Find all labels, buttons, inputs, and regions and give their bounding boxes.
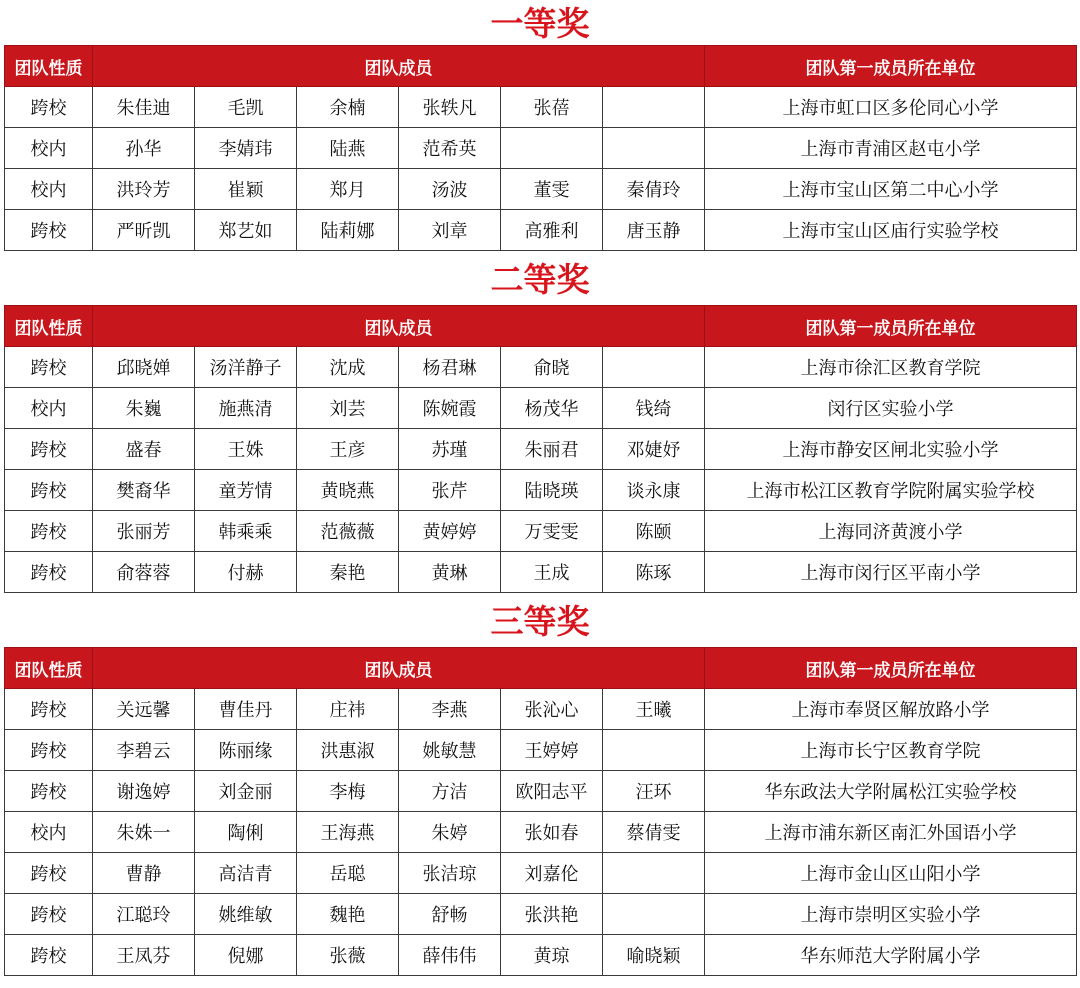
table-row [5,730,1077,771]
member: 朱丽君 [501,429,603,470]
member: 姚维敏 [195,894,297,935]
member: 刘金丽 [195,771,297,812]
member: 张洁琼 [399,853,501,894]
member: 蔡倩雯 [603,812,705,853]
member: 江聪玲 [93,894,195,935]
unit: 上海市浦东新区南汇外国语小学 [705,812,1077,853]
member: 董雯 [501,169,603,210]
member: 张洪艳 [501,894,603,935]
member: 俞蓉蓉 [93,552,195,593]
member: 张薇 [297,935,399,976]
member: 俞晓 [501,347,603,388]
unit: 上海市长宁区教育学院 [705,730,1077,771]
member: 陈颐 [603,511,705,552]
header-team-members: 团队成员 [93,648,705,689]
member: 朱婷 [399,812,501,853]
member: 张沁心 [501,689,603,730]
member: 毛凯 [195,87,297,128]
member: 余楠 [297,87,399,128]
table-row [5,853,1077,894]
table-header-row [5,306,1077,347]
header-team-members: 团队成员 [93,306,705,347]
member: 范薇薇 [297,511,399,552]
member: 洪玲芳 [93,169,195,210]
member: 张轶凡 [399,87,501,128]
header-unit: 团队第一成员所在单位 [705,648,1077,689]
member: 陆莉娜 [297,210,399,251]
team-type: 跨校 [5,853,93,894]
member [603,853,705,894]
member: 朱巍 [93,388,195,429]
table-row [5,169,1077,210]
member: 李婧玮 [195,128,297,169]
member: 魏艳 [297,894,399,935]
unit: 华东师范大学附属小学 [705,935,1077,976]
member: 施燕清 [195,388,297,429]
member: 黄琳 [399,552,501,593]
member: 王海燕 [297,812,399,853]
member: 张丽芳 [93,511,195,552]
member: 姚敏慧 [399,730,501,771]
member: 高雅利 [501,210,603,251]
member: 秦艳 [297,552,399,593]
member: 曹佳丹 [195,689,297,730]
team-type: 校内 [5,169,93,210]
member: 岳聪 [297,853,399,894]
header-unit: 团队第一成员所在单位 [705,46,1077,87]
team-type: 跨校 [5,429,93,470]
unit: 上海市宝山区第二中心小学 [705,169,1077,210]
member: 关远馨 [93,689,195,730]
member: 韩乘乘 [195,511,297,552]
table-row [5,812,1077,853]
member: 曹静 [93,853,195,894]
team-type: 校内 [5,128,93,169]
table-row [5,429,1077,470]
member: 陆晓瑛 [501,470,603,511]
unit: 上海市松江区教育学院附属实验学校 [705,470,1077,511]
member: 朱姝一 [93,812,195,853]
member: 刘嘉伦 [501,853,603,894]
team-type: 校内 [5,812,93,853]
member: 汤波 [399,169,501,210]
team-type: 跨校 [5,894,93,935]
member: 王姝 [195,429,297,470]
member: 刘章 [399,210,501,251]
unit: 上海市虹口区多伦同心小学 [705,87,1077,128]
member: 汤洋静子 [195,347,297,388]
member: 陈琢 [603,552,705,593]
member: 谈永康 [603,470,705,511]
member: 邱晓婵 [93,347,195,388]
member: 严昕凯 [93,210,195,251]
member: 陆燕 [297,128,399,169]
member: 唐玉静 [603,210,705,251]
team-type: 跨校 [5,210,93,251]
member: 杨茂华 [501,388,603,429]
member: 郑艺如 [195,210,297,251]
section-title-third-prize: 三等奖 [490,602,590,641]
member: 刘芸 [297,388,399,429]
member: 薛伟伟 [399,935,501,976]
team-type: 跨校 [5,730,93,771]
team-type: 跨校 [5,552,93,593]
member: 庄祎 [297,689,399,730]
member: 童芳情 [195,470,297,511]
member [603,128,705,169]
header-team-members: 团队成员 [93,46,705,87]
unit: 上海市崇明区实验小学 [705,894,1077,935]
member: 王曦 [603,689,705,730]
member: 樊裔华 [93,470,195,511]
member: 欧阳志平 [501,771,603,812]
member: 李碧云 [93,730,195,771]
member: 谢逸婷 [93,771,195,812]
header-unit: 团队第一成员所在单位 [705,306,1077,347]
second-prize-table [4,305,1077,593]
table-row [5,470,1077,511]
member: 杨君琳 [399,347,501,388]
section-title-second-prize: 二等奖 [490,260,590,299]
unit: 上海市徐汇区教育学院 [705,347,1077,388]
table-row [5,935,1077,976]
member: 黄婷婷 [399,511,501,552]
member: 王彦 [297,429,399,470]
member: 张如春 [501,812,603,853]
member: 黄晓燕 [297,470,399,511]
header-team-type: 团队性质 [5,46,93,87]
table-row [5,210,1077,251]
table-row [5,552,1077,593]
member: 陈丽缘 [195,730,297,771]
member: 盛春 [93,429,195,470]
team-type: 校内 [5,388,93,429]
team-type: 跨校 [5,935,93,976]
member: 张芹 [399,470,501,511]
member [603,87,705,128]
member: 洪惠淑 [297,730,399,771]
table-header-row [5,648,1077,689]
member: 方洁 [399,771,501,812]
member: 邓婕妤 [603,429,705,470]
first-prize-table [4,45,1077,251]
unit: 上海市宝山区庙行实验学校 [705,210,1077,251]
member: 舒畅 [399,894,501,935]
table-row [5,388,1077,429]
member: 王凤芬 [93,935,195,976]
member: 李燕 [399,689,501,730]
member: 黄琼 [501,935,603,976]
table-row [5,689,1077,730]
unit: 上海市青浦区赵屯小学 [705,128,1077,169]
unit: 上海市闵行区平南小学 [705,552,1077,593]
header-team-type: 团队性质 [5,648,93,689]
header-team-type: 团队性质 [5,306,93,347]
member: 汪环 [603,771,705,812]
member: 李梅 [297,771,399,812]
member [603,894,705,935]
member: 王婷婷 [501,730,603,771]
unit: 上海市静安区闸北实验小学 [705,429,1077,470]
unit: 上海市奉贤区解放路小学 [705,689,1077,730]
unit: 上海同济黄渡小学 [705,511,1077,552]
team-type: 跨校 [5,470,93,511]
section-title-first-prize: 一等奖 [490,4,590,43]
member: 朱佳迪 [93,87,195,128]
team-type: 跨校 [5,87,93,128]
member [603,347,705,388]
table-row [5,511,1077,552]
unit: 上海市金山区山阳小学 [705,853,1077,894]
table-row [5,347,1077,388]
member [603,730,705,771]
member: 苏瑾 [399,429,501,470]
member: 高洁青 [195,853,297,894]
member: 陈婉霞 [399,388,501,429]
table-row [5,771,1077,812]
member: 沈成 [297,347,399,388]
team-type: 跨校 [5,511,93,552]
team-type: 跨校 [5,689,93,730]
member: 陶俐 [195,812,297,853]
member: 孙华 [93,128,195,169]
table-row [5,128,1077,169]
member: 范希英 [399,128,501,169]
table-row [5,87,1077,128]
member: 郑月 [297,169,399,210]
unit: 华东政法大学附属松江实验学校 [705,771,1077,812]
member: 倪娜 [195,935,297,976]
table-row [5,894,1077,935]
member: 秦倩玲 [603,169,705,210]
member [501,128,603,169]
third-prize-table [4,647,1077,976]
member: 万雯雯 [501,511,603,552]
unit: 闵行区实验小学 [705,388,1077,429]
table-header-row [5,46,1077,87]
member: 崔颖 [195,169,297,210]
member: 喻晓颖 [603,935,705,976]
member: 王成 [501,552,603,593]
member: 钱绮 [603,388,705,429]
team-type: 跨校 [5,771,93,812]
team-type: 跨校 [5,347,93,388]
member: 付赫 [195,552,297,593]
member: 张蓓 [501,87,603,128]
